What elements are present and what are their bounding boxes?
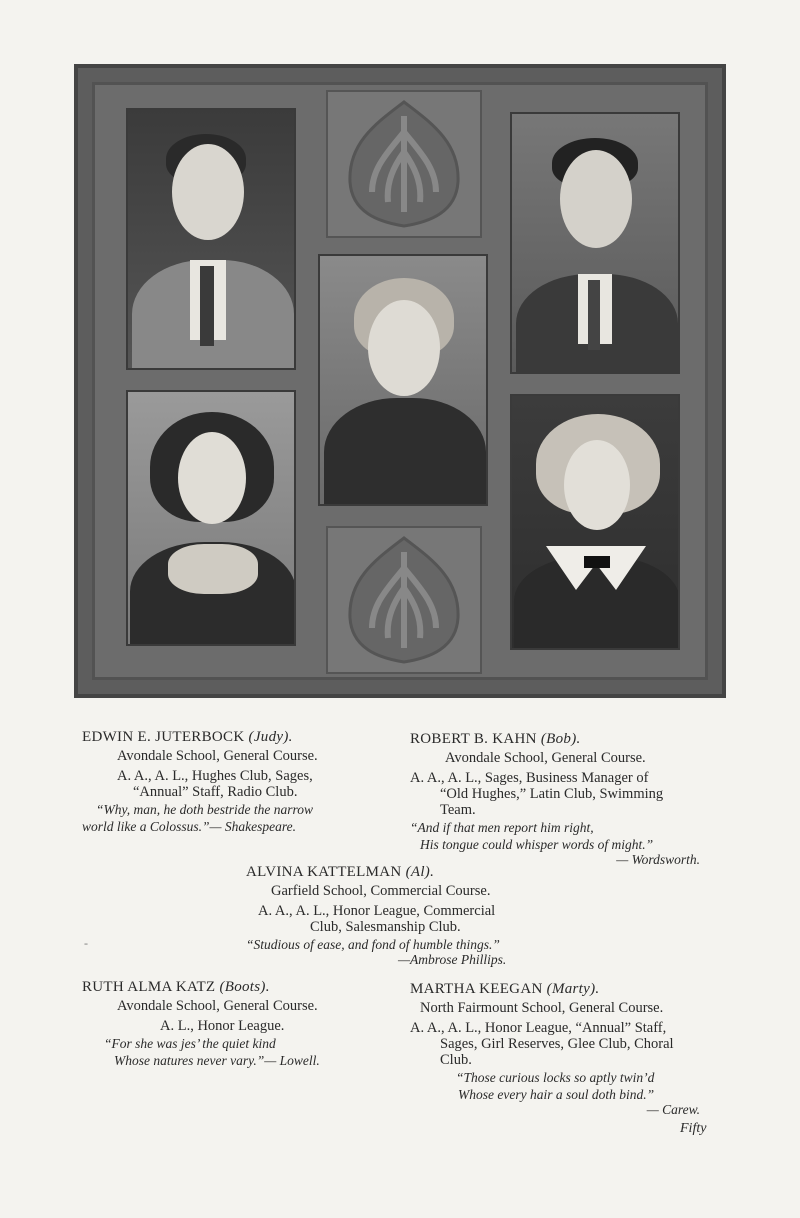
activities-line-1: A. L., Honor League.: [160, 1018, 285, 1034]
student-name: RUTH ALMA KATZ (Boots).: [82, 979, 270, 995]
portrait-plate: [74, 64, 726, 698]
student-name: EDWIN E. JUTERBOCK (Judy).: [82, 729, 293, 745]
quote-line-1: “Why, man, he doth bestride the narrow: [96, 802, 313, 817]
entry-katz: [82, 979, 402, 1068]
nickname: (Boots).: [219, 979, 270, 995]
portrait-keegan: [510, 394, 680, 650]
activities-line-2: “Old Hughes,” Latin Club, Swimming: [440, 786, 664, 802]
portrait-kahn: [510, 112, 680, 374]
school-course: Avondale School, General Course.: [117, 998, 318, 1014]
nickname: (Al).: [405, 864, 435, 880]
bottom-ornament: [326, 526, 482, 674]
quote-line-1: “Those curious locks so aptly twin’d: [456, 1070, 655, 1085]
activities-line-2: Club, Salesmanship Club.: [310, 919, 461, 935]
quote-attribution: — Carew.: [646, 1102, 700, 1117]
nickname: (Marty).: [546, 981, 600, 997]
activities-line-1: A. A., A. L., Honor League, Commercial: [258, 903, 496, 919]
activities-line-1: A. A., A. L., Hughes Club, Sages,: [117, 768, 313, 784]
portrait-kattelman: [318, 254, 488, 506]
entry-keegan: [410, 981, 730, 1118]
school-course: Garfield School, Commercial Course.: [271, 883, 491, 899]
nickname: (Judy).: [248, 729, 293, 745]
activities-line-3: Club.: [440, 1052, 472, 1068]
activities-line-2: “Annual” Staff, Radio Club.: [133, 784, 298, 800]
nickname: (Bob).: [540, 731, 581, 747]
page-number: Fifty: [680, 1121, 707, 1136]
entry-kattelman: [246, 864, 586, 968]
top-ornament: [326, 90, 482, 238]
entry-juterbock: [82, 729, 402, 834]
quote-attribution: — Wordsworth.: [616, 852, 700, 867]
quote-line-2: His tongue could whisper words of might.”: [420, 837, 654, 852]
quote-line-1: “And if that men report him right,: [410, 820, 594, 835]
entry-kahn: [410, 731, 730, 868]
activities-line-2: Sages, Girl Reserves, Glee Club, Choral: [440, 1036, 674, 1052]
portrait-katz: [126, 390, 296, 646]
school-course: North Fairmount School, General Course.: [420, 1000, 664, 1016]
activities-line-1: A. A., A. L., Honor League, “Annual” Staff,: [410, 1020, 667, 1036]
student-name: ALVINA KATTELMAN (Al).: [246, 864, 435, 880]
quote-line-2: Whose every hair a soul doth bind.”: [458, 1087, 655, 1102]
school-course: Avondale School, General Course.: [117, 748, 318, 764]
quote-line-2: Whose natures never vary.”— Lowell.: [114, 1053, 320, 1068]
quote-line-1: “For she was jes’ the quiet kind: [104, 1036, 276, 1051]
stray-mark: -: [84, 936, 88, 950]
quote-line-2: world like a Colossus.”— Shakespeare.: [82, 819, 296, 834]
portrait-juterbock: [126, 108, 296, 370]
school-course: Avondale School, General Course.: [445, 750, 646, 766]
activities-line-3: Team.: [440, 802, 476, 818]
quote-line-1: “Studious of ease, and fond of humble things.”: [246, 937, 500, 952]
quote-attribution: —Ambrose Phillips.: [398, 952, 507, 967]
student-name: ROBERT B. KAHN (Bob).: [410, 731, 581, 747]
student-name: MARTHA KEEGAN (Marty).: [410, 981, 600, 997]
activities-line-1: A. A., A. L., Sages, Business Manager of: [410, 770, 649, 786]
